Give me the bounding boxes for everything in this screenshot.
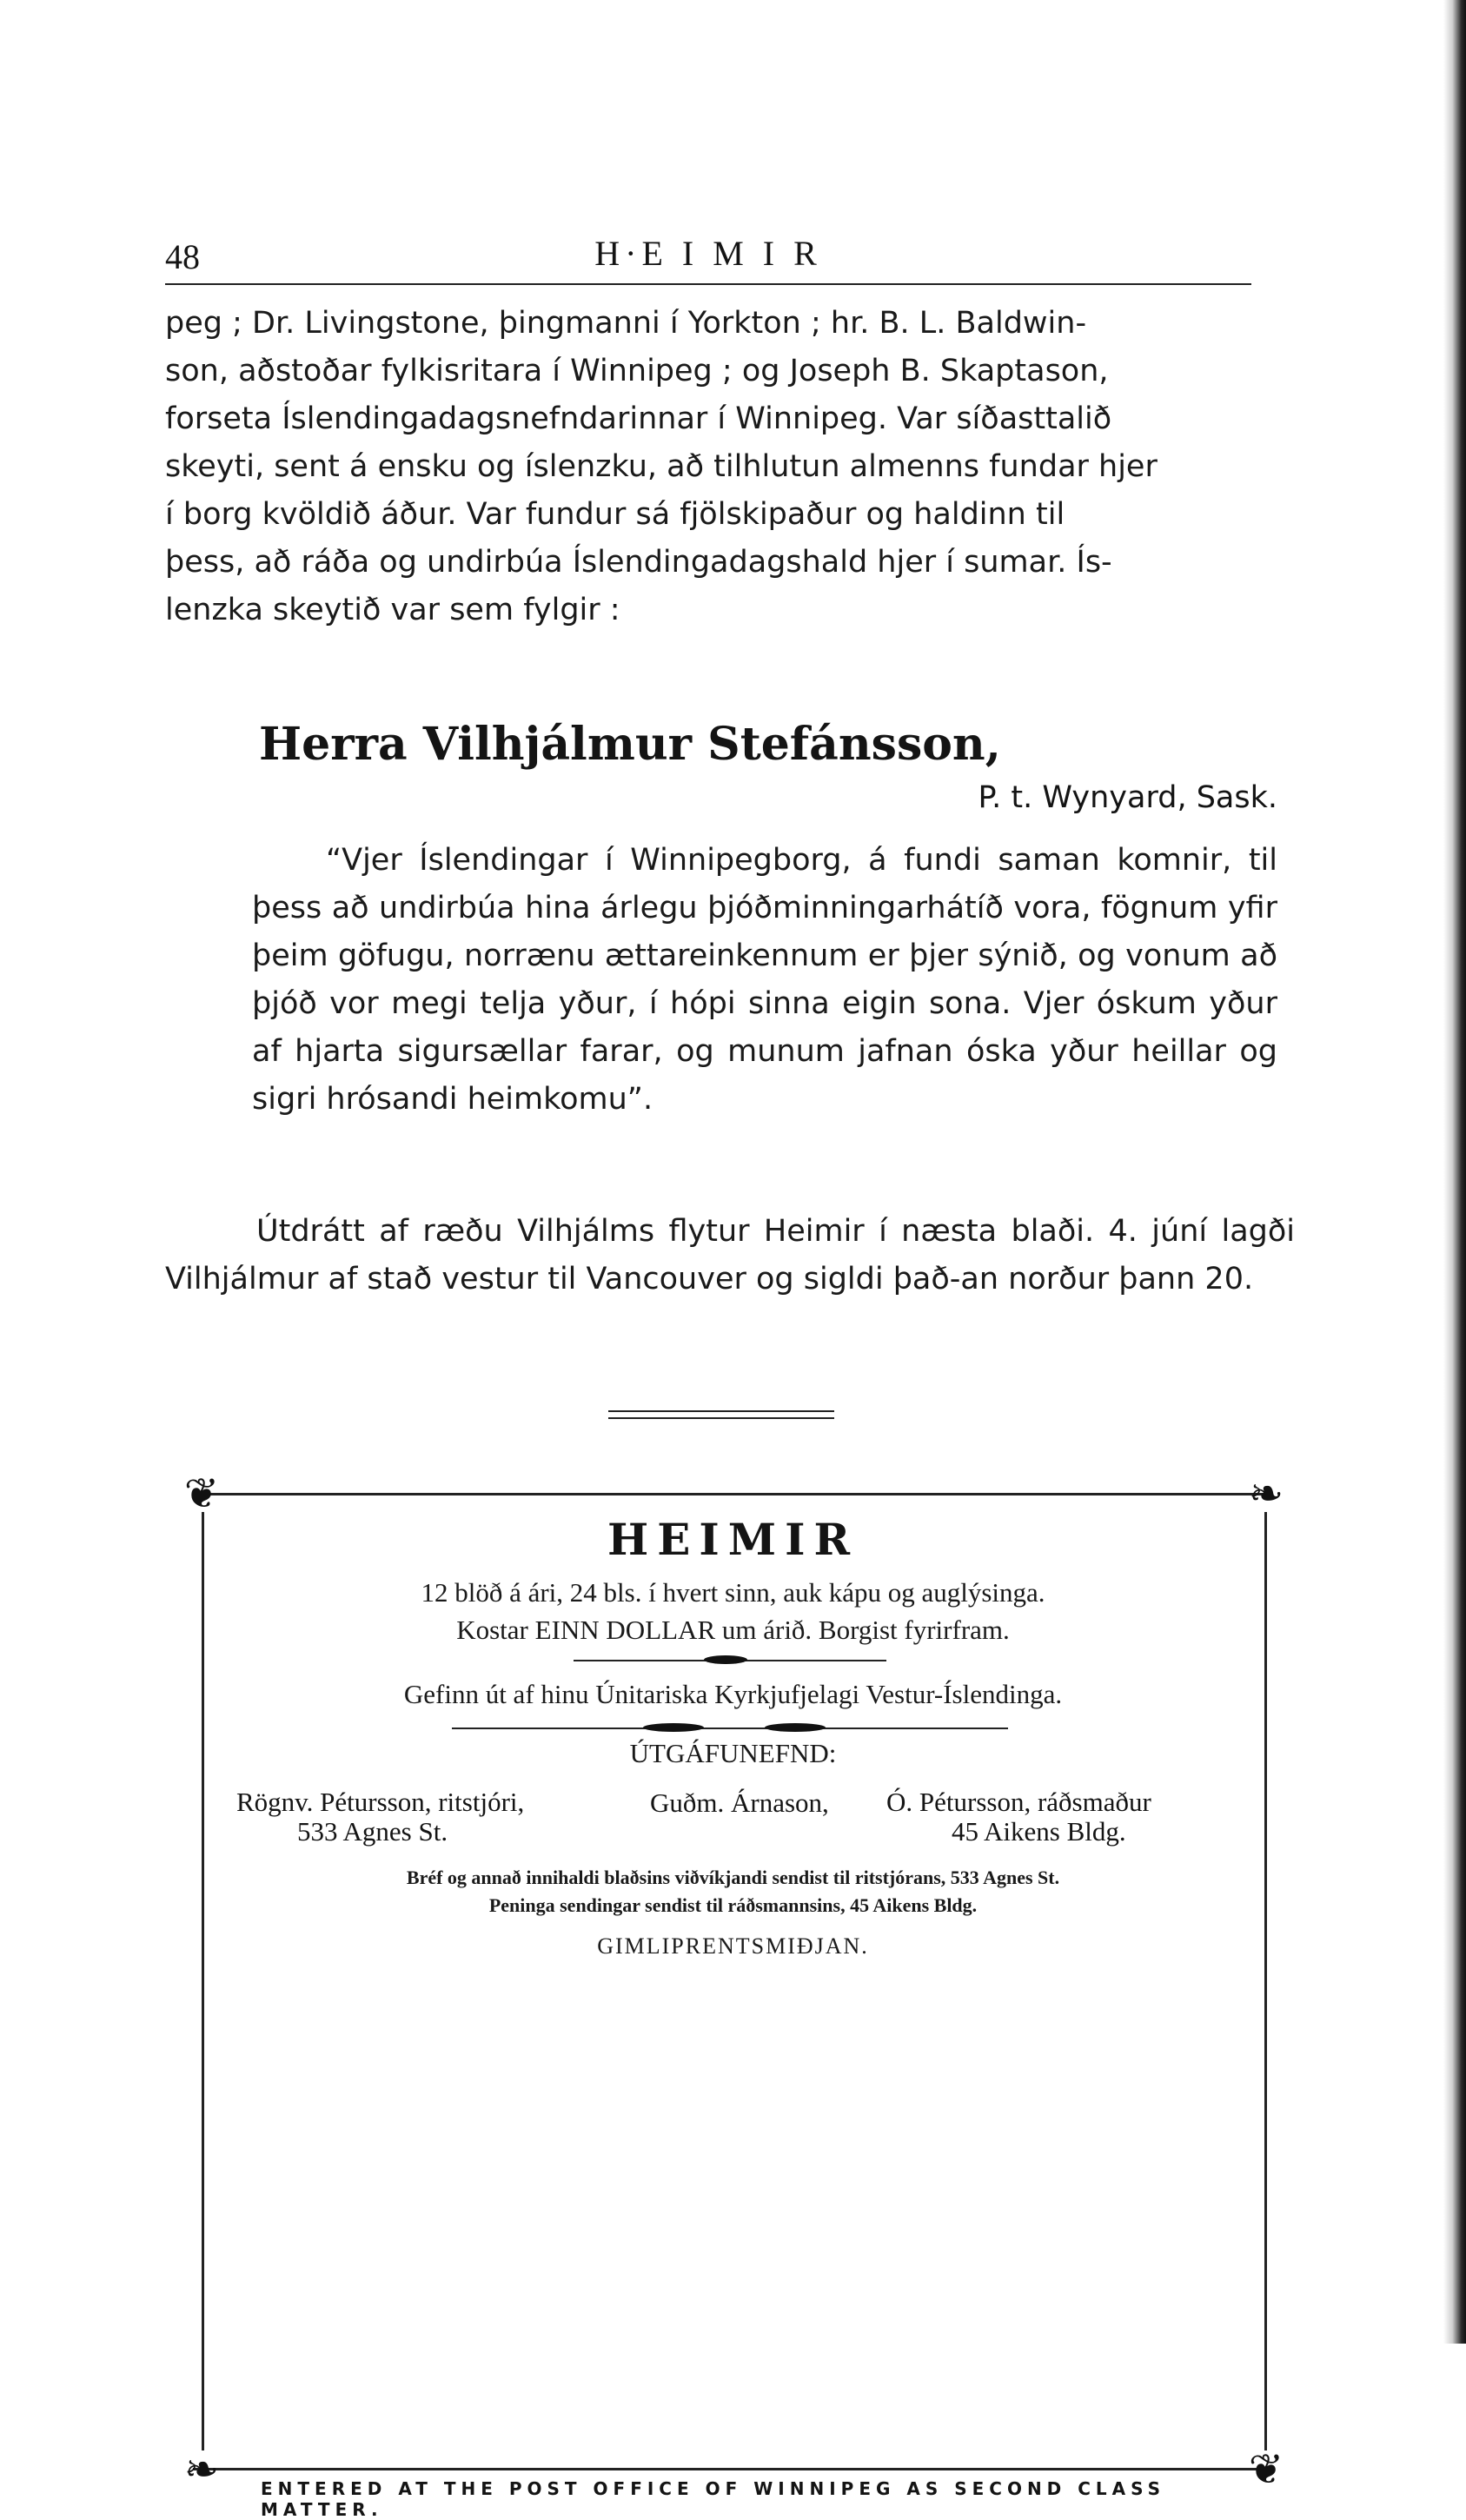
- body-line: forseta Íslendingadagsnefndarinnar í Winnipeg. Var síðasttalið: [165, 401, 1112, 436]
- corner-ornament-icon: ❧: [1248, 1469, 1284, 1518]
- body-line: lenzka skeytið var sem fylgir :: [165, 593, 620, 627]
- closing-text: Útdrátt af ræðu Vilhjálms flytur Heimir í næsta blaði. 4. júní lagði Vilhjálmur af stað vestur til Vancouver og sigldi það-an norður þann 20.: [165, 1214, 1295, 1296]
- separator-rule: [608, 1417, 834, 1419]
- telegram-address: P. t. Wynyard, Sask.: [978, 780, 1277, 815]
- ad-frame-right: [1264, 1512, 1267, 2450]
- ornament-icon: [765, 1723, 826, 1732]
- body-line: son, aðstoðar fylkisritara í Winnipeg ; og Joseph B. Skaptason,: [165, 354, 1109, 388]
- body-line: í borg kvöldið áður. Var fundur sá fjölskipaður og haldinn til: [165, 497, 1065, 532]
- ad-note-letters: Bréf og annað innihaldi blaðsins viðvíkjandi sendist til ritstjórans, 533 Agnes St.: [406, 1867, 1060, 1888]
- body-paragraph: [165, 300, 1295, 634]
- ad-subscription-line: 12 blöð á ári, 24 bls. í hvert sinn, auk kápu og auglýsinga.: [421, 1577, 1045, 1608]
- ad-note-payments: Peninga sendingar sendist til ráðsmannsins, 45 Aikens Bldg.: [488, 1894, 978, 1916]
- ornament-icon: [704, 1655, 747, 1664]
- telegram-body: “Vjer Íslendingar í Winnipegborg, á fundi saman komnir, til þess að undirbúa hina árlegu þjóðminningarhátíð vora, fögnum yfir þeim göfugu, norrænu ættareinkennum er þjer sýnið, og vonum að þjóð vor megi telja yður, í hópi sinna eigin sona. Vjer óskum yður af hjarta sigursællar farar, og munum jafnan óska yður heillar og sigri hrósandi heimkomu”.: [252, 843, 1277, 1117]
- page-scan-edge: [1443, 0, 1466, 2344]
- corner-ornament-icon: ❦: [1248, 2445, 1284, 2494]
- ornament-rule: [452, 1728, 1008, 1729]
- header-rule: [165, 283, 1251, 285]
- manager-address: 45 Aikens Bldg.: [952, 1816, 1126, 1847]
- ad-title: HEIMIR: [607, 1514, 859, 1565]
- printer-name: GIMLIPRENTSMIÐJAN.: [597, 1933, 869, 1959]
- ad-publisher-line: Gefinn út af hinu Únitariska Kyrkjufjelagi Vestur-Íslendinga.: [403, 1679, 1063, 1709]
- committee-heading: ÚTGÁFUNEFND:: [629, 1738, 837, 1768]
- closing-paragraph: [165, 1208, 1295, 1303]
- body-line: skeyti, sent á ensku og íslenzku, að tilhlutun almenns fundar hjer: [165, 449, 1158, 484]
- page-header: [165, 224, 1251, 276]
- editor-block: [236, 1787, 671, 1847]
- body-line: þess, að ráða og undirbúa Íslendingadagshald hjer í sumar. Ís-: [165, 545, 1112, 580]
- editor-name: Rögnv. Pétursson, ritstjóri,: [236, 1787, 525, 1817]
- page-number: 48: [165, 237, 200, 276]
- corner-ornament-icon: ❧: [183, 2445, 220, 2494]
- postal-entry-note: ENTERED AT THE POST OFFICE OF WINNIPEG AS SECOND CLASS MATTER.: [261, 2478, 1166, 2520]
- telegram-recipient: Herra Vilhjálmur Stefánsson,: [259, 718, 1001, 771]
- ad-frame-bottom: [193, 2468, 1270, 2470]
- corner-ornament-icon: ❦: [183, 1469, 220, 1518]
- ad-frame-top: [193, 1493, 1270, 1495]
- telegram-text: [252, 837, 1277, 1124]
- manager-name: Ó. Pétursson, ráðsmaður: [886, 1787, 1151, 1817]
- running-head: H·E I M I R: [594, 234, 822, 273]
- separator-rule: [608, 1410, 834, 1412]
- body-line: peg ; Dr. Livingstone, þingmanni í Yorkton ; hr. B. L. Baldwin-: [165, 306, 1087, 341]
- member-name: Guðm. Árnason,: [650, 1787, 829, 1818]
- editor-address: 533 Agnes St.: [297, 1816, 448, 1847]
- ad-frame-left: [202, 1512, 204, 2450]
- ad-price-line: Kostar EINN DOLLAR um árið. Borgist fyrirfram.: [456, 1615, 1010, 1645]
- manager-block: [886, 1787, 1251, 1847]
- ornament-icon: [643, 1723, 704, 1732]
